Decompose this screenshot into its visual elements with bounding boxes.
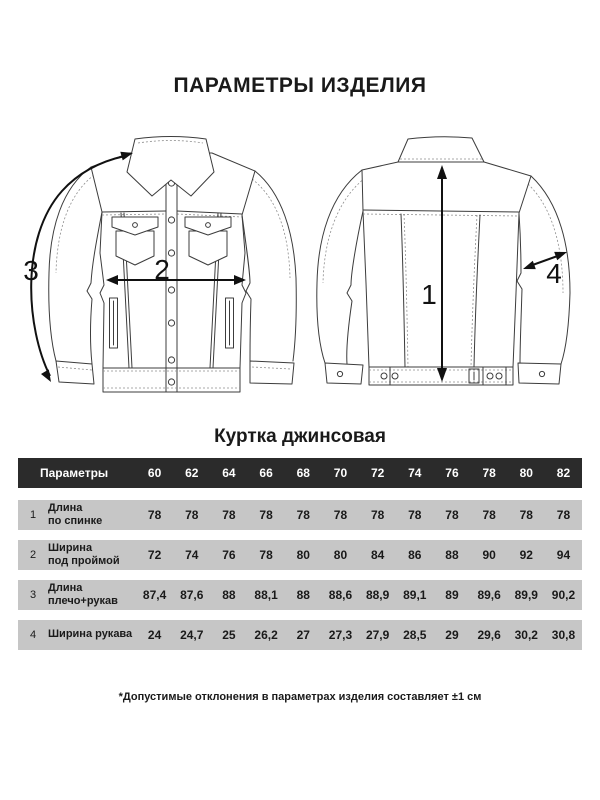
value-cell: 78 xyxy=(519,508,533,522)
value-cell: 27,9 xyxy=(365,628,390,642)
size-header-cell: 82 xyxy=(556,466,571,480)
value-cell: 89,1 xyxy=(403,588,427,602)
row-label-line: Ширина xyxy=(48,541,93,554)
size-header-cell: 60 xyxy=(147,466,162,480)
value-cell: 87,6 xyxy=(180,588,204,602)
tolerance-footnote: *Допустимые отклонения в параметрах изделия составляет ±1 см xyxy=(118,691,482,703)
value-cell: 78 xyxy=(556,508,571,522)
measure-label-sleeve-width: 4 xyxy=(546,258,562,289)
front-right-sleeve-stitch xyxy=(252,179,290,278)
value-cell: 24 xyxy=(147,628,162,642)
value-cell: 78 xyxy=(296,508,310,522)
value-cell: 88 xyxy=(296,588,310,602)
row-label xyxy=(48,542,136,568)
value-cell: 92 xyxy=(519,548,533,562)
size-header-cell: 68 xyxy=(296,466,310,480)
row-label xyxy=(48,628,136,641)
front-body-outline xyxy=(91,153,255,392)
size-header-cell: 72 xyxy=(370,466,385,480)
table-header-row xyxy=(18,458,582,488)
front-left-chest-pocket xyxy=(112,217,158,265)
value-cell: 88 xyxy=(222,588,236,602)
row-label-line: под проймой xyxy=(48,555,120,567)
front-left-sleeve-stitch xyxy=(56,175,94,273)
measure-label-chest-width: 2 xyxy=(154,254,170,285)
value-cell: 89 xyxy=(445,588,459,602)
value-cell: 90 xyxy=(482,548,496,562)
product-title: Куртка джинсовая xyxy=(214,426,386,447)
value-cell: 78 xyxy=(370,508,385,522)
front-left-sleeve-inner xyxy=(87,212,102,364)
front-left-sleeve-outline xyxy=(49,167,91,361)
back-left-cuff-button xyxy=(337,371,342,376)
front-view-drawing xyxy=(49,137,297,393)
row-number: 3 xyxy=(29,589,37,601)
back-left-cuff xyxy=(325,363,363,384)
size-header-cell: 66 xyxy=(259,466,273,480)
size-header-cell: 62 xyxy=(185,466,199,480)
value-cell: 88,9 xyxy=(365,588,390,602)
value-cell: 29,6 xyxy=(477,628,501,642)
value-cell: 78 xyxy=(185,508,199,522)
table-row xyxy=(18,500,582,530)
back-collar xyxy=(398,137,484,162)
value-cell: 80 xyxy=(333,548,348,562)
value-cell: 78 xyxy=(408,508,422,522)
row-number: 2 xyxy=(29,549,37,561)
row-number: 1 xyxy=(29,509,37,521)
front-right-cuff xyxy=(250,361,294,384)
value-cell: 25 xyxy=(222,628,236,642)
value-cell: 26,2 xyxy=(254,628,278,642)
table-row xyxy=(18,540,582,570)
row-label-line: плечо+рукав xyxy=(48,595,118,607)
size-table xyxy=(18,458,582,650)
value-cell: 88 xyxy=(445,548,459,562)
value-cell: 89,9 xyxy=(514,588,538,602)
value-cell: 90,2 xyxy=(551,588,576,602)
jacket-figure xyxy=(0,133,600,405)
value-cell: 74 xyxy=(185,548,199,562)
value-cell: 87,4 xyxy=(142,588,167,602)
value-cell: 86 xyxy=(408,548,422,562)
value-cell: 78 xyxy=(445,508,459,522)
row-label-line: Длина xyxy=(48,581,83,594)
back-body-outline xyxy=(362,162,531,385)
value-cell: 89,6 xyxy=(477,588,501,602)
param-header-cell: Параметры xyxy=(40,466,109,480)
size-header-cell: 76 xyxy=(445,466,459,480)
value-cell: 84 xyxy=(370,548,385,562)
value-cell: 94 xyxy=(556,548,571,562)
value-cell: 30,2 xyxy=(514,628,538,642)
row-label xyxy=(48,582,136,608)
row-label-line: Длина xyxy=(48,501,83,514)
value-cell: 78 xyxy=(222,508,236,522)
value-cell: 78 xyxy=(259,508,273,522)
value-cell: 24,7 xyxy=(180,628,204,642)
size-header-cell: 80 xyxy=(519,466,533,480)
table-row xyxy=(18,620,582,650)
size-header-cell: 74 xyxy=(408,466,422,480)
measure-label-back-length: 1 xyxy=(421,279,437,310)
value-cell: 30,8 xyxy=(551,628,576,642)
size-header-cell: 64 xyxy=(222,466,236,480)
value-cell: 88,6 xyxy=(328,588,353,602)
value-cell: 88,1 xyxy=(254,588,278,602)
value-cell: 29 xyxy=(445,628,459,642)
back-left-sleeve-inner xyxy=(347,211,363,364)
value-cell: 78 xyxy=(482,508,496,522)
table-row xyxy=(18,580,582,610)
row-number: 4 xyxy=(29,629,37,641)
value-cell: 78 xyxy=(147,508,162,522)
value-cell: 72 xyxy=(147,548,162,562)
value-cell: 76 xyxy=(222,548,236,562)
front-left-cuff xyxy=(56,361,94,384)
row-label-line: Ширина рукава xyxy=(48,628,133,641)
value-cell: 80 xyxy=(296,548,310,562)
front-right-sleeve-outline xyxy=(255,171,296,361)
front-right-chest-pocket xyxy=(185,217,231,265)
value-cell: 27 xyxy=(296,628,310,642)
page-title: ПАРАМЕТРЫ ИЗДЕЛИЯ xyxy=(173,74,427,97)
row-label-line: по спинке xyxy=(48,515,103,527)
measure-label-shoulder-sleeve: 3 xyxy=(23,255,39,286)
value-cell: 28,5 xyxy=(403,628,427,642)
size-header-cell: 70 xyxy=(333,466,348,480)
value-cell: 78 xyxy=(333,508,348,522)
jacket-technical-drawing xyxy=(0,133,600,405)
row-label xyxy=(48,502,136,528)
size-header-cell: 78 xyxy=(482,466,496,480)
back-right-cuff-button xyxy=(539,371,544,376)
value-cell: 27,3 xyxy=(328,628,353,642)
value-cell: 78 xyxy=(259,548,273,562)
